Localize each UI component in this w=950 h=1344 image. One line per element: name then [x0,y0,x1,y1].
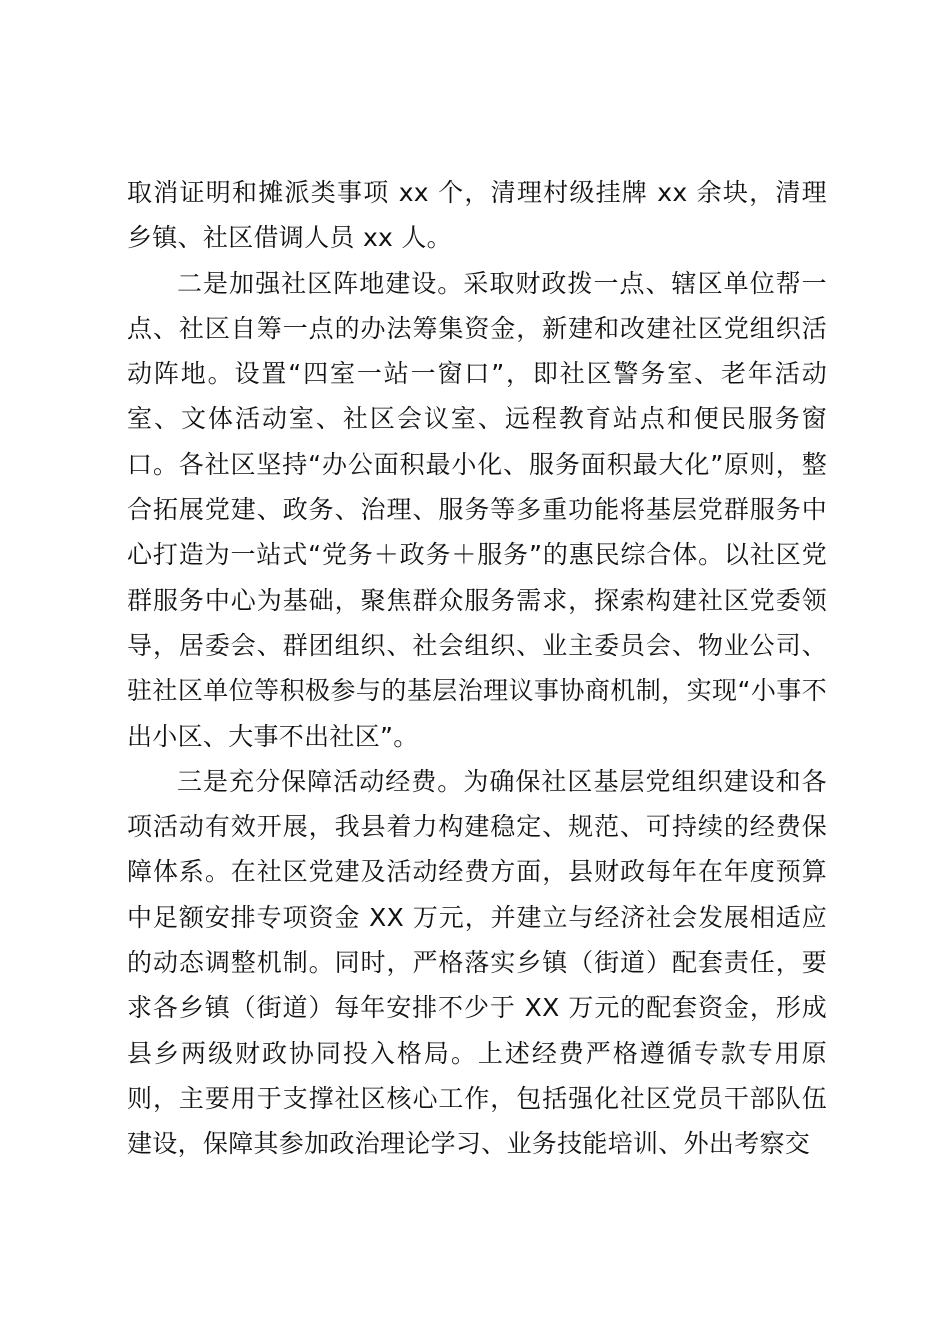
paragraph-activity-funding: 三是充分保障活动经费。为确保社区基层党组织建设和各项活动有效开展，我县着力构建稳定、规范、可持续的经费保障体系。在社区党建及活动经费方面，县财政每年在年度预算中足额安排专项资金 XX 万元，并建立与经济社会发展相适应的动态调整机制。同时，严格落实乡镇（街道）配套责任，要求各乡镇（街道）每年安排不少于 XX 万元的配套资金，形成县乡两级财政协同投入格局。上述经费严格遵循专款专用原则，主要用于支撑社区核心工作，包括强化社区党员干部队伍建设，保障其参加政治理论学习、业务技能培训、外出考察交 [127,766,827,1159]
body-text [127,170,827,1167]
paragraph-continuation: 取消证明和摊派类事项 xx 个，清理村级挂牌 xx 余块，清理乡镇、社区借调人员 xx 人。 [127,178,827,253]
paragraph-community-position-building: 二是加强社区阵地建设。采取财政拨一点、辖区单位帮一点、社区自筹一点的办法筹集资金，新建和改建社区党组织活动阵地。设置“四室一站一窗口”，即社区警务室、老年活动室、文体活动室、社区会议室、远程教育站点和便民服务窗口。各社区坚持“办公面积最小化、服务面积最大化”原则，整合拓展党建、政务、治理、服务等多重功能将基层党群服务中心打造为一站式“党务＋政务＋服务”的惠民综合体。以社区党群服务中心为基础，聚焦群众服务需求，探索构建社区党委领导，居委会、群团组织、社会组织、业主委员会、物业公司、驻社区单位等积极参与的基层治理议事协商机制，实现“小事不出小区、大事不出社区”。 [127,268,827,751]
